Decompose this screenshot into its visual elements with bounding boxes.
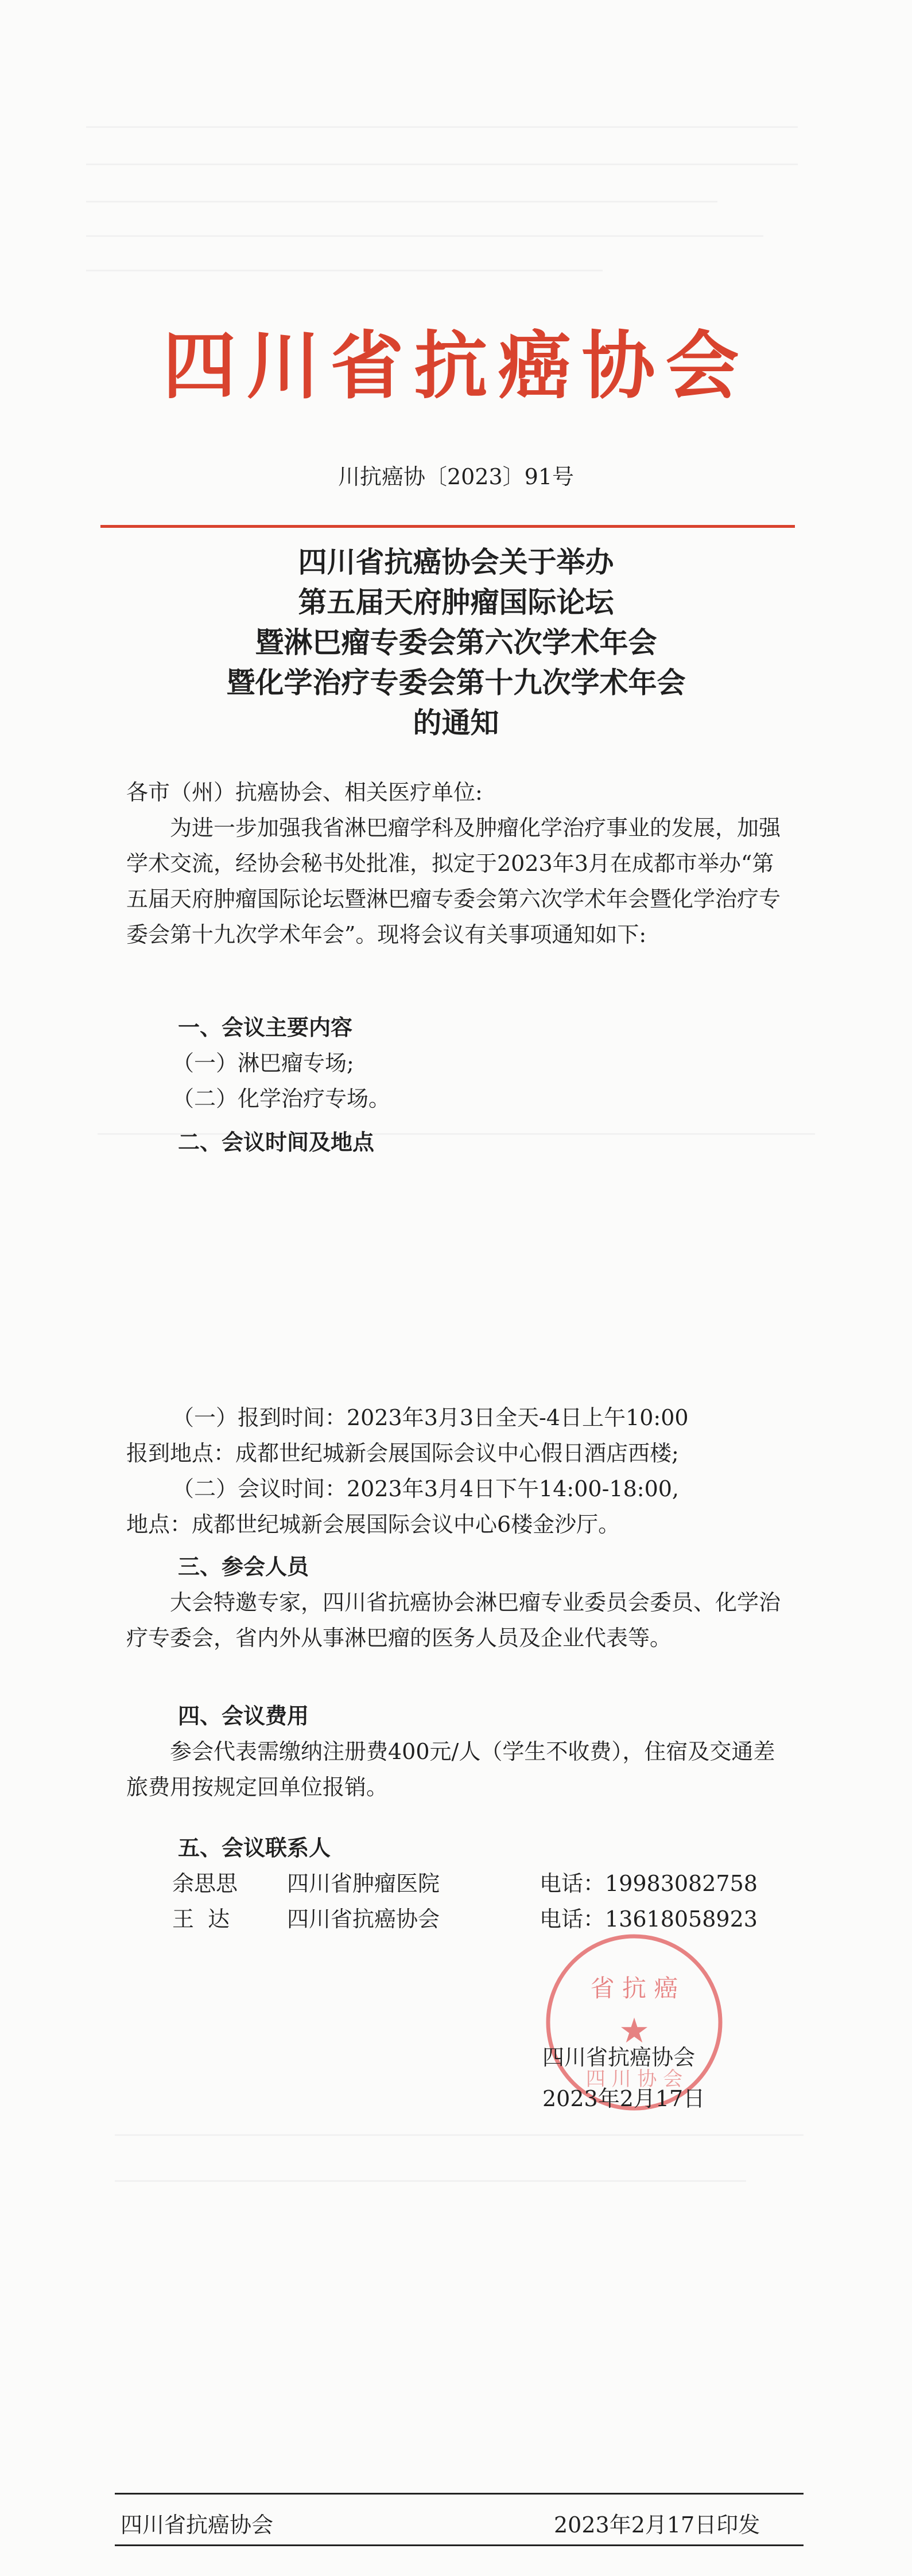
svg-text:省 抗 癌: 省 抗 癌 [590, 1974, 678, 2002]
section-heading: 四、会议费用 [178, 1703, 309, 1729]
footer-bottom-rule [115, 2544, 804, 2546]
schedule-line: （一）报到时间：2023年3月3日全天-4日上午10:00 [172, 1405, 689, 1430]
section-text: 大会特邀专家，四川省抗癌协会淋巴瘤专业委员会委员、化学治疗专委会，省内外从事淋巴瘤的医务人员及企业代表等。 [126, 1590, 781, 1651]
signature-org: 四川省抗癌协会 [542, 2045, 696, 2070]
contact-name: 王 达 [172, 1906, 230, 1932]
footer-top-rule [115, 2493, 804, 2495]
contact-phone: 电话：13618058923 [540, 1906, 758, 1932]
title-line: 四川省抗癌协会关于举办 [298, 545, 614, 579]
section-heading: 三、参会人员 [178, 1554, 309, 1579]
intro-paragraph: 为进一步加强我省淋巴瘤学科及肿瘤化学治疗事业的发展，加强学术交流，经协会秘书处批准，拟定于2023年3月在成都市举办“第五届天府肿瘤国际论坛暨淋巴瘤专委会第六次学术年会暨化学治疗专委会第十九次学术年会”。现将会议有关事项通知如下: [126, 815, 781, 947]
section-heading: 五、会议联系人 [178, 1835, 331, 1861]
bleed-through-line [86, 126, 798, 128]
svg-text:★: ★ [619, 2011, 650, 2051]
contact-phone: 电话：19983082758 [540, 1871, 758, 1896]
contact-name: 余思思 [172, 1871, 238, 1896]
letterhead: 四川省抗癌协会 [162, 323, 750, 409]
section-item: （二）化学治疗专场。 [172, 1086, 391, 1111]
svg-text:四 川 协 会: 四 川 协 会 [585, 2068, 683, 2091]
schedule-line: 地点：成都世纪城新会展国际会议中心6楼金沙厅。 [126, 1512, 620, 1537]
title-line: 第五届天府肿瘤国际论坛 [298, 585, 614, 619]
bleed-through-line [86, 270, 603, 271]
bleed-through-line [86, 235, 763, 237]
document-number: 川抗癌协〔2023〕91号 [337, 464, 575, 489]
section-text: 参会代表需缴纳注册费400元/人（学生不收费），住宿及交通差旅费用按规定回单位报销。 [126, 1739, 775, 1800]
bleed-through-line [115, 2134, 804, 2136]
bleed-through-line [86, 201, 717, 203]
title-line: 暨化学治疗专委会第十九次学术年会 [226, 666, 686, 699]
bleed-through-line [115, 2180, 746, 2182]
section-item: （一）淋巴瘤专场; [172, 1050, 354, 1076]
salutation: 各市（州）抗癌协会、相关医疗单位: [126, 780, 483, 805]
bleed-through-line [86, 164, 798, 165]
footer-date: 2023年2月17日印发 [554, 2512, 760, 2538]
title-line: 的通知 [413, 706, 499, 740]
section-heading: 二、会议时间及地点 [178, 1130, 375, 1155]
schedule-line: 报到地点：成都世纪城新会展国际会议中心假日酒店西楼; [126, 1441, 679, 1466]
section-heading: 一、会议主要内容 [178, 1015, 353, 1040]
footer-org: 四川省抗癌协会 [121, 2512, 274, 2538]
contact-org: 四川省抗癌协会 [287, 1906, 440, 1932]
schedule-line: （二）会议时间：2023年3月4日下午14:00-18:00, [172, 1476, 680, 1501]
title-line: 暨淋巴瘤专委会第六次学术年会 [255, 625, 657, 659]
document-title [0, 542, 912, 743]
red-divider [100, 525, 795, 528]
signature-date: 2023年2月17日 [542, 2086, 705, 2111]
contact-org: 四川省肿瘤医院 [287, 1871, 440, 1896]
